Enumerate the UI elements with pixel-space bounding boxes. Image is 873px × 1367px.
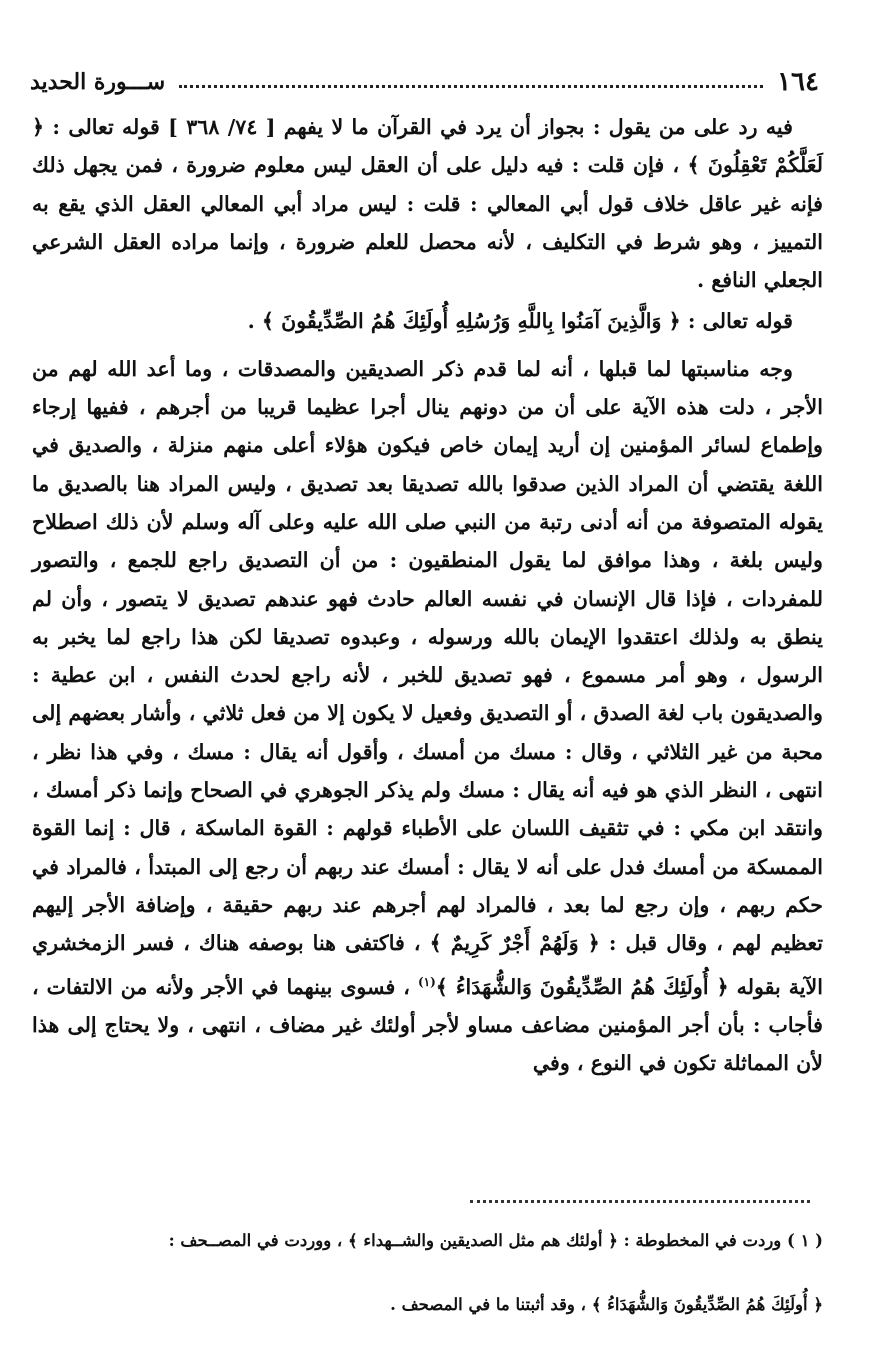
paragraph-1: فيه رد على من يقول : بجواز أن يرد في القرآن ما لا يفهم [ ٧٤/ ٣٦٨ ] قوله تعالى : ﴿ لَعَلَّكُمْ تَعْقِلُونَ ﴾ ، فإن قلت : فيه دليل على أن العقل ليس معلوم ضرورة ، فمن يجهل ذلك فإنه غير عاقل خلاف قول أبي المعالي : قلت : ليس مراد أبي المعالي العقل الذي يقع به التمييز ، وهو شرط في التكليف ، لأنه محصل للعلم ضرورة ، وإنما مراده العقل الشرعي الجعلي النافع . [32, 115, 823, 293]
footnote-line-2: ﴿ أُولَئِكَ هُمُ الصِّدِّيقُونَ وَالشُّهَدَاءُ ﴾ ، وقد أثبتنا ما في المصحف . [390, 1295, 823, 1314]
page-number: ١٦٤ [777, 67, 819, 97]
paragraph-3-end: ، فسوى بينهما في الأجر ولأنه من الالتفات ، فأجاب : بأن أجر المؤمنين مضاعف مساو لأجر أولئك غير مضاف ، انتهى ، ولا يحتاج إلى هذا لأن المماثلة تكون في النوع ، وفي [32, 974, 823, 1075]
header-dotted-rule [179, 85, 763, 88]
footnote-line-1: ( ١ ) وردت في المخطوطة : ﴿ أولئك هم مثل الصديقين والشــهداء ﴾ ، ووردت في المصــحف : [168, 1231, 823, 1250]
page-header [30, 62, 819, 102]
page-body [32, 108, 823, 1082]
footnotes [32, 1228, 823, 1318]
footnote-separator [470, 1200, 810, 1203]
surah-title: ســـورة الحديد [30, 69, 166, 95]
paragraph-3-text: وجه مناسبتها لما قبلها ، أنه لما قدم ذكر الصديقين والمصدقات ، وما أعد الله لهم من الأجر ، دلت هذه الآية على أن من دونهم ينال أجرا عظيما قريبا من أجرهم ، ففيها إرجاء وإطماع لسائر المؤمنين إن أريد إيمان خاص فيكون هؤلاء أعلى منهم منزلة ، والصديق في اللغة يقتضي أن المراد الذين صدقوا بالله تصديقا بعد تصديق ، وليس المراد هنا بالصديق ما يقوله المتصوفة من أنه أدنى رتبة من النبي صلى الله عليه وعلى آله وسلم لأن ذلك اصطلاح وليس بلغة ، وهذا موافق لما يقول المنطقيون : من أن التصديق راجع للجمع ، والتصور للمفردات ، فإذا قال الإنسان في نفسه العالم حادث فهو عندهم تصديق لا يتصور ، وأن لم ينطق به ولذلك اعتقدوا الإيمان بالله ورسوله ، وعبدوه تصديقا لكن هذا راجع لما يخبر به الرسول ، وهو أمر مسموع ، فهو تصديق للخبر ، لأنه راجع لحدث النفس ، ابن عطية : والصديقون باب لغة الصدق ، أو التصديق وفعيل لا يكون إلا من فعل ثلاثي ، وأشار بعضهم إلى محبة من غير الثلاثي ، وقال : مسك من أمسك ، وأقول أنه يقال : مسك ، وفي هذا نظر ، انتهى ، النظر الذي هو فيه أنه يقال : مسك ولم يذكر الجوهري في الصحاح وإنما ذكر أمسك ، وانتقد ابن مكي : في تثقيف اللسان على الأطباء قولهم : القوة الماسكة ، قال : إنما القوة الممسكة من أمسك فدل على أنه لا يقال : أمسك عند ربهم أن رجع إلى المبتدأ ، فالمراد في حكم ربهم ، وإن رجع لما بعد ، فالمراد لهم أجرهم عند ربهم حقيقة ، وإضافة الأجر إليهم تعظيم لهم ، وقال قبل : ﴿ وَلَهُمْ أَجْرٌ كَرِيمٌ ﴾ ، فاكتفى هنا بوصفه هناك ، فسر الزمخشري الآية بقوله ﴿ أُولَئِكَ هُمُ الصِّدِّيقُونَ وَالشُّهَدَاءُ ﴾ [32, 356, 824, 999]
paragraph-ayah: قوله تعالى : ﴿ وَالَّذِينَ آمَنُوا بِاللَّهِ وَرُسُلِهِ أُولَئِكَ هُمُ الصِّدِّيقُونَ ﴾ . [247, 309, 793, 334]
paragraph-3 [32, 350, 823, 1083]
footnote-marker[interactable]: (١) [417, 974, 436, 989]
